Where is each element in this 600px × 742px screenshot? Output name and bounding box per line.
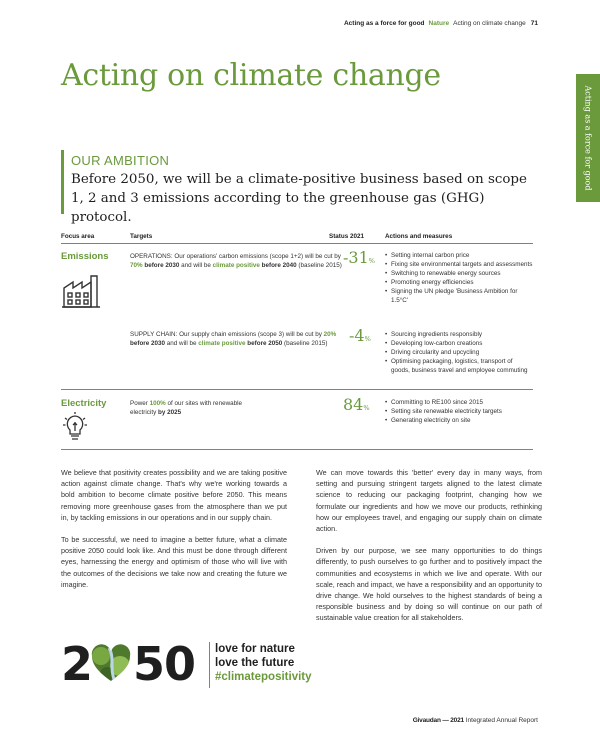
body-left-column [61,467,287,601]
action-item: • Promoting energy efficiencies [385,278,533,287]
header-status: Status 2021 [329,233,365,240]
action-item: • Committing to RE100 since 2015 [385,398,533,407]
elec-text-2: of our sites with renewable electricity [130,400,243,417]
targets-table [61,233,533,450]
ops-text-2: and will be [179,262,213,270]
target-supply-chain [130,330,345,348]
actions-operations [385,251,533,305]
action-item: • Signing the UN pledge 'Business Ambition for 1.5°C' [385,287,533,305]
body-paragraph: We believe that positivity creates possibility and we are taking positive action against climate change. That's why we're working towards a bold ambition to become climate positive before 2050. This means removing more greenhouse gases from the atmosphere than we put in, by tackling emissions in our operations and in our supply chain. [61,468,287,522]
header-focus-area: Focus area [61,233,95,240]
status-unit: % [364,335,371,343]
status-electricity-value: 84 [343,395,364,414]
action-item: • Fixing site environmental targets and assessments [385,260,533,269]
logo-hashtag: #climatepositivity [215,671,312,683]
page-header [344,20,538,27]
lightbulb-icon [62,412,88,446]
supply-deadline-1: before 2030 [130,340,166,348]
focus-area-emissions: Emissions [61,251,109,262]
body-paragraph: Driven by our purpose, we see many opportunities to do things differently, to push ourselves to go further and to positively impact the communities and ecosystems in which we live and operate. With our scale, reach and impact, we have a responsibility and an opportunity to drive change. We hold ourselves to the highest standards of being a responsible business and by doing so will continue on our path of sustainable value creation for all stakeholders. [316,546,542,623]
supply-percent: 20% [323,331,337,338]
body-paragraph: We can move towards this 'better' every day in many ways, from setting and pursuing stringent targets aligned to the latest climate science to reducing our packaging footprint, changing how we formulate our ingredients and how we move our products, rethinking how our employees travel, and engaging our supply chain on climate action. [316,468,542,534]
action-item: • Optimising packaging, logistics, transport of goods, business travel and employee commuting [385,357,533,375]
footer-text: Integrated Annual Report [463,717,538,724]
focus-area-electricity: Electricity [61,398,107,409]
status-operations [343,248,375,267]
ambition-statement: Before 2050, we will be a climate-positive business based on scope 1, 2 and 3 emissions according to the greenhouse gas (GHG) protocol. [71,172,527,225]
ops-baseline: (baseline 2015) [296,262,342,270]
status-supply-value: -4 [349,326,365,345]
supply-text-1: SUPPLY CHAIN: Our supply chain emissions (scope 3) will be cut by [130,331,324,338]
action-item: • Setting site renewable electricity targets [385,407,533,416]
ops-percent: 70% [130,262,143,270]
header-actions: Actions and measures [385,233,453,240]
ops-text-1: OPERATIONS: Our operations' carbon emissions (scope 1+2) will be cut by [130,253,341,260]
climate-2050-logo [61,636,311,692]
header-targets: Targets [130,233,153,240]
header-subsection: Acting on climate change [453,20,526,27]
elec-deadline: by 2025 [158,409,182,417]
table-row-emissions [61,244,533,390]
actions-supply-chain [385,330,533,375]
side-tab-label: Acting as a force for good [583,85,593,191]
action-item: • Generating electricity on site [385,416,533,425]
supply-text-2: and will be [165,340,199,348]
action-item: • Driving circularity and upcycling [385,348,533,357]
action-item: • Sourcing ingredients responsibly [385,330,533,339]
target-electricity [130,399,260,417]
status-unit: % [368,257,375,265]
logo-digit-2: 2 [61,637,93,691]
header-part: Acting as a force for good [343,20,425,27]
status-operations-value: -31 [343,248,369,267]
page-footer [413,717,538,724]
header-section: Nature [428,20,450,27]
ops-deadline-1: before 2030 [142,262,180,270]
action-item: • Developing low-carbon creations [385,339,533,348]
side-tab [576,74,600,202]
ops-deadline-2: before 2040 [259,262,297,270]
target-operations [130,252,345,270]
footer-brand: Givaudan — 2021 [412,717,464,724]
logo-divider [209,642,210,688]
logo-line-2: love the future [215,657,295,669]
elec-text-1: Power [130,400,150,407]
status-electricity [343,395,370,414]
body-right-column [316,467,542,635]
body-paragraph: To be successful, we need to imagine a better future, what a climate positive 2050 could look like. And this must be done through different eyes, harnessing the energy and optimism of those who will live with the outcomes of the decisions we take now and creating the future we imagine. [61,535,287,589]
ambition-label: OUR AMBITION [71,153,170,168]
ambition-bar [61,150,64,214]
ops-climate-positive: climate positive [212,262,260,270]
supply-deadline-2: before 2050 [245,340,283,348]
action-item: • Setting internal carbon price [385,251,533,260]
earth-heart-icon [91,644,131,684]
status-unit: % [363,404,370,412]
status-supply-chain [349,326,371,345]
table-row-electricity [61,390,533,450]
elec-percent: 100% [149,400,166,407]
page-number: 71 [530,20,538,27]
logo-digits-50: 50 [133,637,196,691]
action-item: • Switching to renewable energy sources [385,269,533,278]
logo-line-1: love for nature [215,643,295,655]
supply-baseline: (baseline 2015) [282,340,328,348]
page-title: Acting on climate change [61,58,441,93]
actions-electricity [385,398,533,425]
table-header [61,233,533,244]
supply-climate-positive: climate positive [198,340,246,348]
factory-icon [61,272,101,310]
